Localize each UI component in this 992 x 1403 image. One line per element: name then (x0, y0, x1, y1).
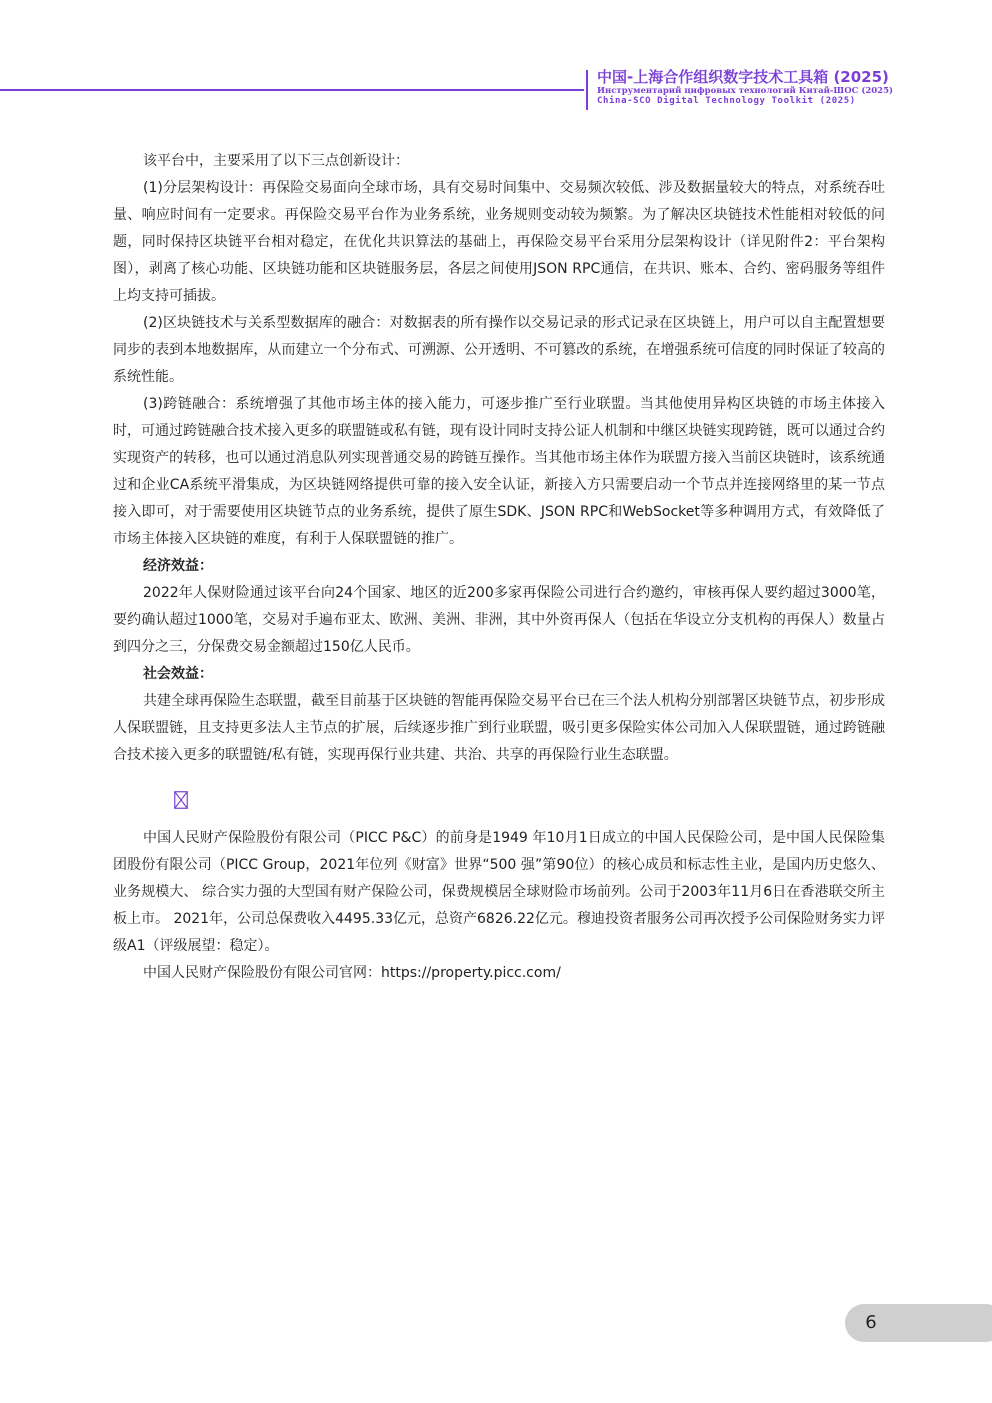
header-divider (586, 70, 588, 110)
company-profile-text: 中国人民财产保险股份有限公司（PICC P&C）的前身是1949 年10月1日成立的中国人民保险公司，是中国人民保险集团股份有限公司（PICC Group，2021年位列《财富》世界“500 强”第90位）的核心成员和标志性主业，是国内历史悠久、业务规模大、 综合实力强的大型国有财产保险公司，保费规模居全球财险市场前列。公司于2003年11月6日在香港联交所主板上市。 2021年，公司总保费收入4495.33亿元，总资产6826.22亿元。穆迪投资者服务公司再次授予公司保险财务实力评级A1（评级展望：稳定）。 (113, 830, 885, 954)
header-title-cn: 中国-上海合作组织数字技术工具箱 (2025) (597, 68, 889, 86)
economic-benefits-text: 2022年人保财险通过该平台向24个国家、地区的近200多家再保险公司进行合约邀约，审核再保人要约超过3000笔，要约确认超过1000笔，交易对手遍布亚太、欧洲、美洲、非洲，其中外资再保人（包括在华设立分支机构的再保人）数量占到四分之三，分保费交易金额超过150亿人民币。 (113, 585, 885, 655)
header-titles (597, 68, 897, 107)
header-rule (0, 89, 584, 91)
innovation-point-3: (3)跨链融合：系统增强了其他市场主体的接入能力，可逐步推广至行业联盟。当其他使用异构区块链的市场主体接入时，可通过跨链融合技术接入更多的联盟链或私有链，现有设计同时支持公证人机制和中继区块链实现跨链，既可以通过合约实现资产的转移，也可以通过消息队列实现普通交易的跨链互操作。当其他市场主体作为联盟方接入当前区块链时，该系统通过和企业CA系统平滑集成，为区块链网络提供可靠的接入安全认证，新接入方只需要启动一个节点并连接网络里的某一节点接入即可，对于需要使用区块链节点的业务系统，提供了原生SDK、JSON RPC和WebSocket等多种调用方式，有效降低了市场主体接入区块链的难度，有利于人保联盟链的推广。 (113, 396, 885, 547)
economic-benefits-heading: 经济效益： (143, 558, 213, 574)
header-title-en: China-SCO Digital Technology Toolkit (2025) (597, 96, 856, 106)
innovation-point-1: (1)分层架构设计：再保险交易面向全球市场，具有交易时间集中、交易频次较低、涉及数据量较大的特点，对系统吞吐量、响应时间有一定要求。再保险交易平台作为业务系统，业务规则变动较为频繁。为了解决区块链技术性能相对较低的问题，同时保持区块链平台相对稳定，在优化共识算法的基础上，再保险交易平台采用分层架构设计（详见附件2：平台架构图），剥离了核心功能、区块链功能和区块链服务层，各层之间使用JSON RPC通信，在共识、账本、合约、密码服务等组件上均支持可插拔。 (113, 180, 885, 304)
company-website-text: 中国人民财产保险股份有限公司官网：https://property.picc.com/ (143, 965, 561, 981)
innovation-point-2: (2)区块链技术与关系型数据库的融合：对数据表的所有操作以交易记录的形式记录在区块链上，用户可以自主配置想要同步的表到本地数据库，从而建立一个分布式、可溯源、公开透明、不可篡改的系统，在增强系统可信度的同时保证了较高的系统性能。 (113, 315, 885, 385)
document-body (113, 148, 885, 987)
social-benefits-heading: 社会效益： (143, 666, 213, 682)
page-number: 6 (865, 1312, 877, 1333)
broken-image-icon (174, 791, 188, 809)
header-title-ru: Инструментарий цифровых технологий Китай-ШОС (2025) (597, 86, 894, 96)
social-benefits-text: 共建全球再保险生态联盟，截至目前基于区块链的智能再保险交易平台已在三个法人机构分别部署区块链节点，初步形成人保联盟链，且支持更多法人主节点的扩展，后续逐步推广到行业联盟，吸引更多保险实体公司加入人保联盟链，通过跨链融合技术接入更多的联盟链/私有链，实现再保行业共建、共治、共享的再保险行业生态联盟。 (113, 693, 885, 763)
intro-paragraph: 该平台中，主要采用了以下三点创新设计： (143, 153, 409, 169)
